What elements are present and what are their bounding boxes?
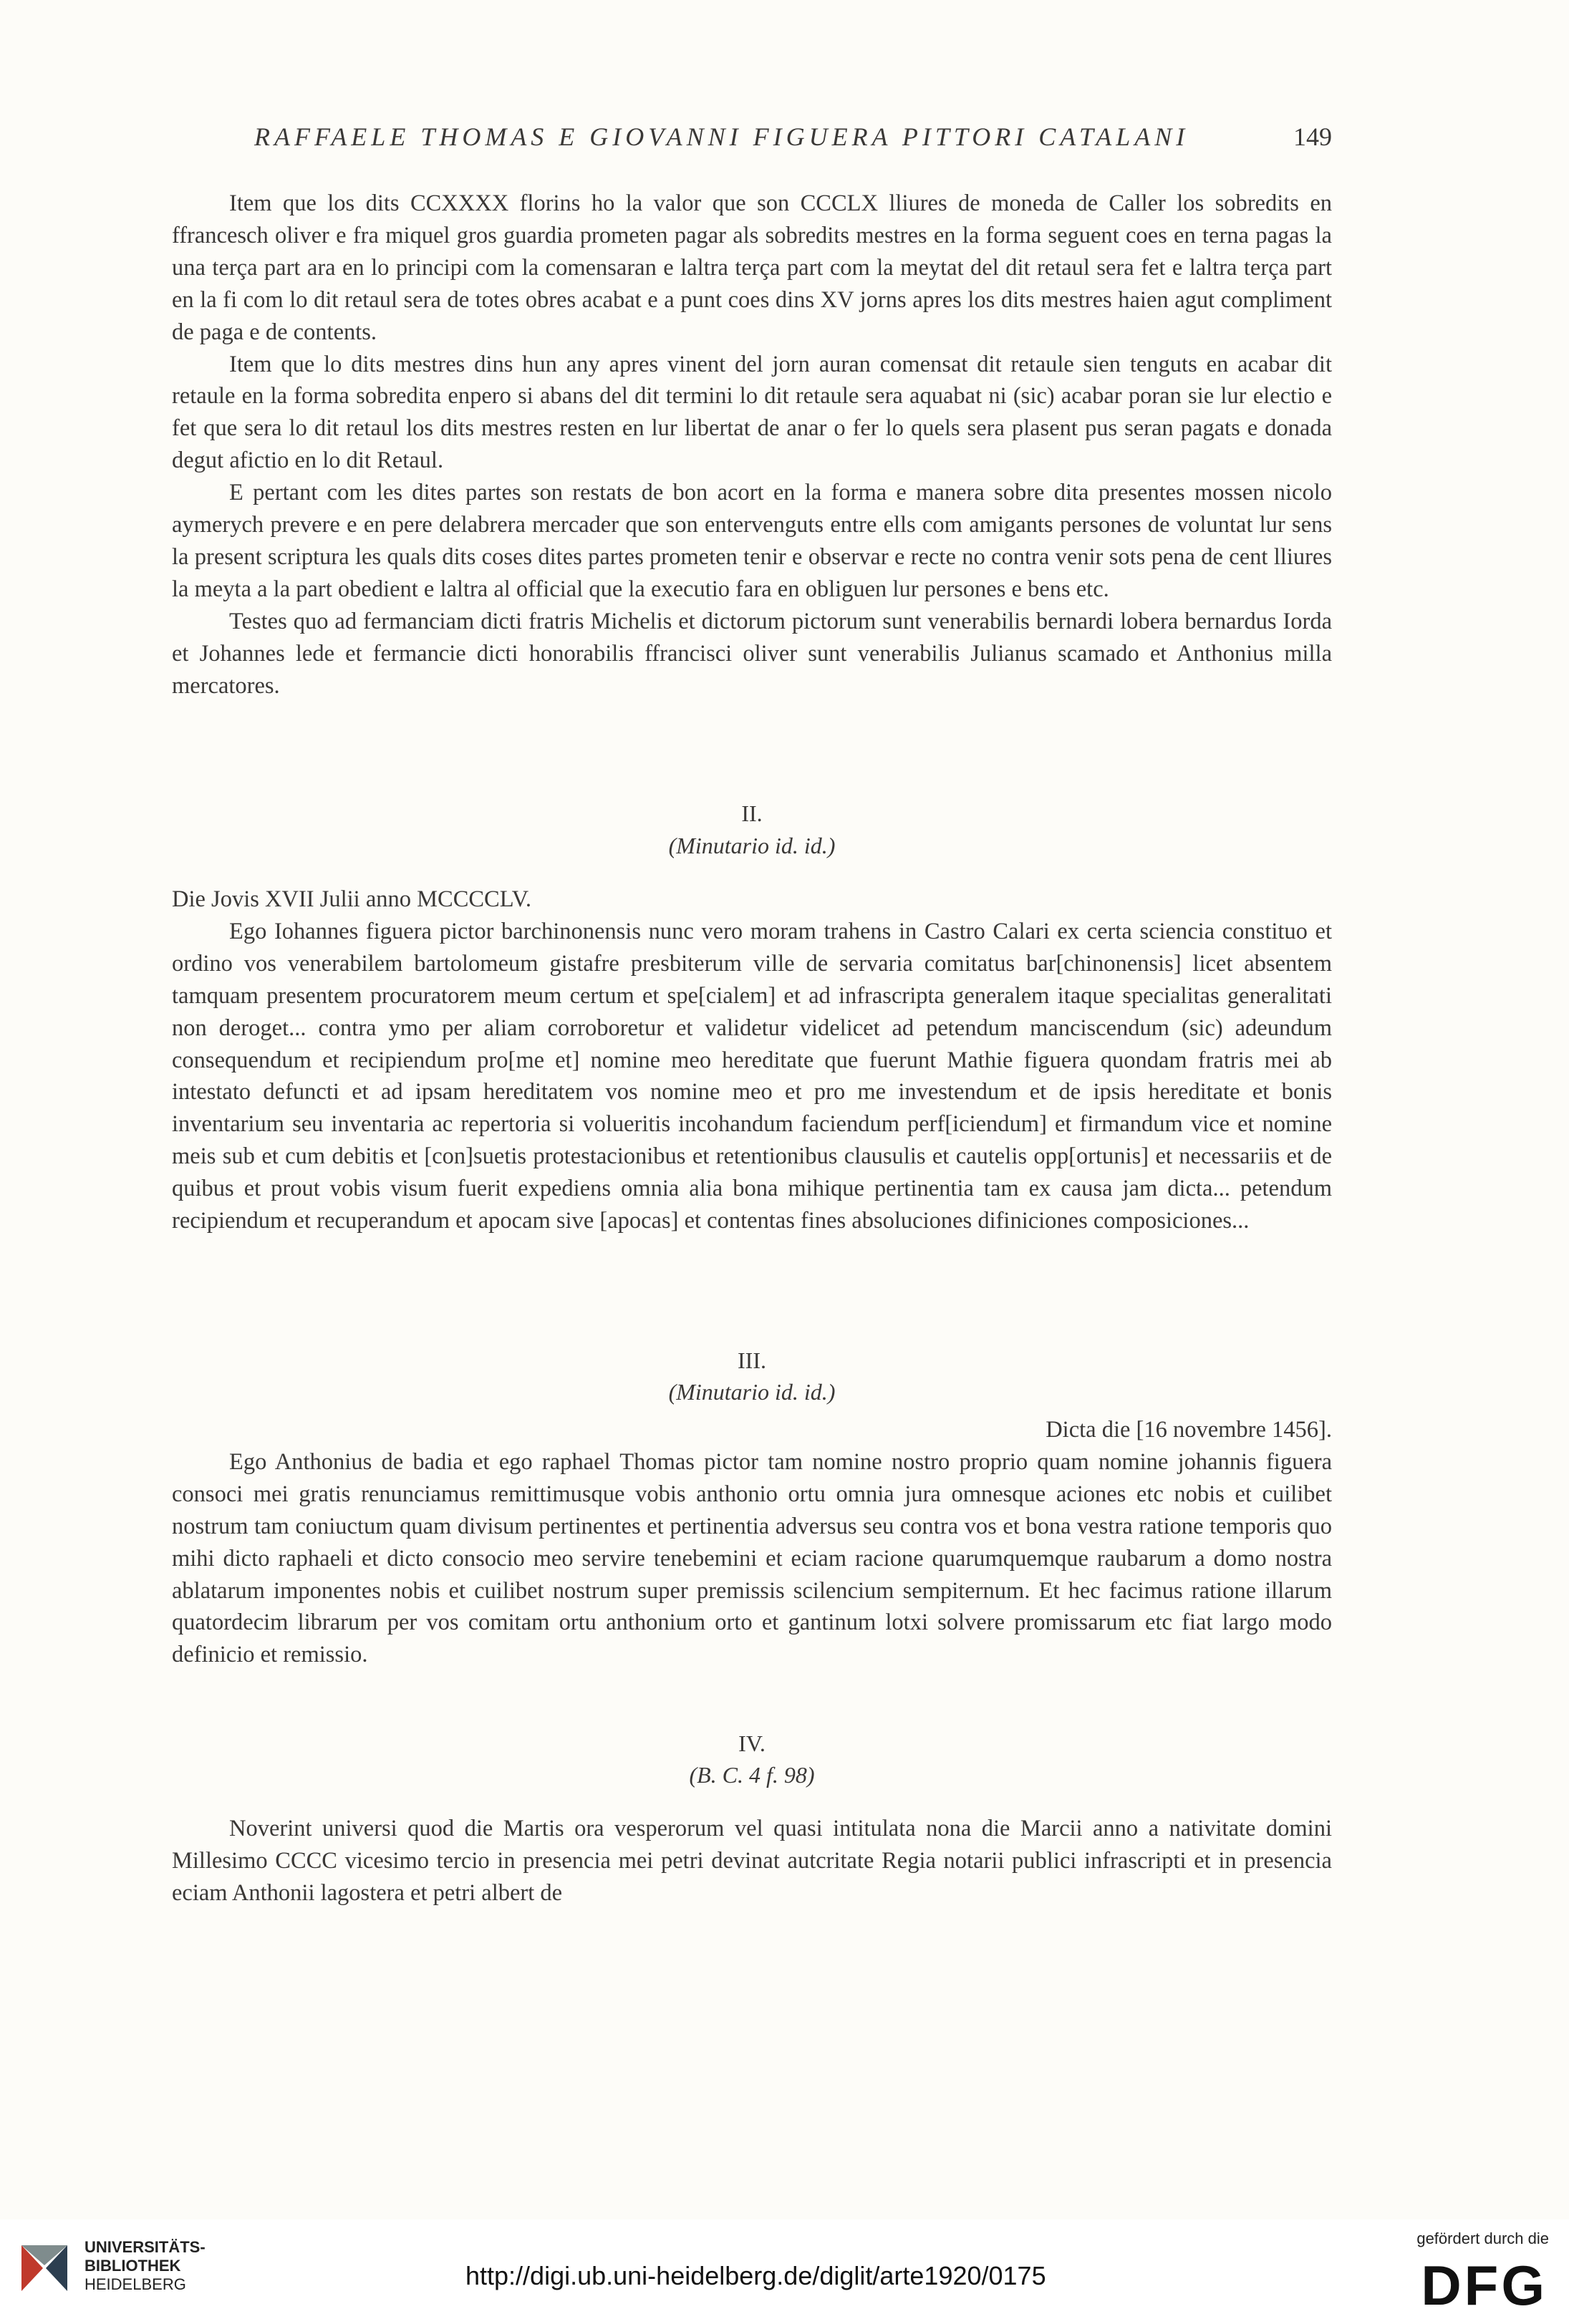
paragraph: Noverint universi quod die Martis ora vesperorum vel quasi intitulata nona die Marcii anno a nativitate domini Millesimo CCCC vicesimo tercio in presencia mei petri devinat autcritate Regia notarii publici infrascripti et in presencia eciam Anthonii lagostera et petri albert de — [172, 1816, 1332, 1906]
library-name-line: BIBLIOTHEK — [85, 2257, 181, 2275]
library-name-line: HEIDELBERG — [85, 2275, 186, 2293]
paragraph: Ego Iohannes figuera pictor barchinonensis nunc vero moram trahens in Castro Calari ex certa sciencia constituo et ordino vos venerabilem bartolomeum gistafre presbiterum ville de servaria comitatus bar[chinonensis] licet absentem tamquam presentem procuratorem meum certum et spe[cialem] et ad infrascripta generalem itaque specialitas generalitati non deroget... contra ymo per aliam corroboretur et validetur videlicet ad petendum manciscendum (sic) adeundum consequendum et recipiendum pro[me et] nomine meo hereditate que fuerunt Mathie figuera quondam fratris mei ab intestato defuncti et ad ipsam hereditatem vos nomine meo et pro me investendum et de ipsis hereditate et bonis inventarium seu inventaria ac repertoria si volueritis incohandum faciendum perf[iciendum] et firmandum vice et nomine meis sub et cum debitis et [con]suetis protestacionibus et retentionibus clausulis et cautelis opp[ortunis] et necessariis et de quibus et prout vobis visum fuerit expediens omnia alia bona mihique pertinentia tam ex causa jam dicta... petendum recipiendum et recuperandum et apocam sive [apocas] et contentas fines absoluciones difiniciones composiciones... — [172, 918, 1332, 1234]
date-line: Dicta die [16 novembre 1456]. — [1046, 1417, 1332, 1443]
digitization-footer — [0, 2219, 1569, 2324]
funding-note: gefördert durch die — [1416, 2229, 1549, 2247]
page-number: 149 — [1293, 122, 1332, 151]
body-text-section-3 — [172, 1414, 1332, 1671]
section-source: (B. C. 4 f. 98) — [689, 1762, 815, 1788]
section-number: IV. — [738, 1730, 766, 1756]
body-text-block-1 — [172, 188, 1332, 702]
paragraph: Item que lo dits mestres dins hun any apres vinent del jorn auran comensat dit retaule sien tenguts en acabar dit retaule en la forma sobredita enpero si abans del dit termini lo dit retaule sera aquabat ni (sic) acabar poran sie lur electio e fet que sera lo dit retaul los dits mestres resten en lur libertat de anar o fer lo quels sera plasent pus seran pagats e donada degut afictio en lo dit Retaul. — [172, 351, 1332, 474]
body-text-section-2 — [172, 883, 1332, 1237]
university-library-logo-icon — [16, 2240, 73, 2297]
dfg-logo: DFG — [1421, 2254, 1548, 2317]
running-header — [172, 122, 1332, 165]
paragraph: E pertant com les dites partes son restats de bon acort en la forma e manera sobre dita presentes mossen nicolo aymerych prevere e en pere delabrera mercader que son entervenguts entre ells com amigants persones de voluntat lur sens la present scriptura les quals dits coses dites partes prometen tenir e observar e recte no contra venir sots pena de cent lliures la meyta a la part obedient e laltra al official que la executio fara en obliguen lur persones e bens etc. — [172, 480, 1332, 602]
section-number: II. — [741, 800, 763, 826]
section-source: (Minutario id. id.) — [668, 1379, 836, 1405]
paragraph: Item que los dits CCXXXX florins ho la valor que son CCCLX lliures de moneda de Caller los sobredits en ffrancesch oliver e fra miquel gros guardia prometen pagar als sobredits mestres en la forma seguent coes en terna pagas la una terça part ara en lo principi com la comensaran e laltra terça part com la meytat del dit retaul sera fet e laltra terça part en la fi com lo dit retaul sera de totes obres acabat e a punt coes dins XV jorns apres los dits mestres haien agut compliment de paga e de contents. — [172, 190, 1332, 345]
section-source: (Minutario id. id.) — [668, 833, 836, 858]
section-number: III. — [738, 1347, 766, 1373]
date-line: Die Jovis XVII Julii anno MCCCCLV. — [172, 886, 532, 912]
paragraph: Ego Anthonius de badia et ego raphael Thomas pictor tam nomine nostro proprio quam nomine johannis figuera consoci mei gratis renunciamus remittimusque vobis anthonio ortu omnia jura omnesque aciones etc nobis et cuilibet nostrum tam coniuctum quam divisum pertinentes et pertinentia adversus seu contra vos et bona vestra ratione temporis quo mihi dicto raphaeli et dicto consocio meo servire tenebemini et eciam racione quarumquemque raubarum a domo nostra ablatarum imponentes nobis et cuilibet nostrum super premissis scilencium sempiternum. Et hec facimus ratione illarum quatordecim librarum per vos comitam ortu anthonium orto et gantinum lotxi solvere promissarum etc fiat largo modo definicio et remissio. — [172, 1448, 1332, 1668]
body-text-section-4 — [172, 1813, 1332, 1909]
library-name-line: UNIVERSITÄTS- — [85, 2238, 206, 2256]
paragraph: Testes quo ad fermanciam dicti fratris Michelis et dictorum pictorum sunt venerabilis bernardi lobera bernardus Iorda et Johannes lede et fermancie dicti honorabilis ffrancisci oliver sunt venerabilis Julianus scamado et Anthonius milla mercatores. — [172, 608, 1332, 699]
permalink-url[interactable]: http://digi.ub.uni-heidelberg.de/diglit/arte1920/0175 — [465, 2261, 1046, 2290]
running-title: RAFFAELE THOMAS E GIOVANNI FIGUERA PITTORI CATALANI — [254, 122, 1189, 151]
library-name — [85, 2238, 206, 2294]
